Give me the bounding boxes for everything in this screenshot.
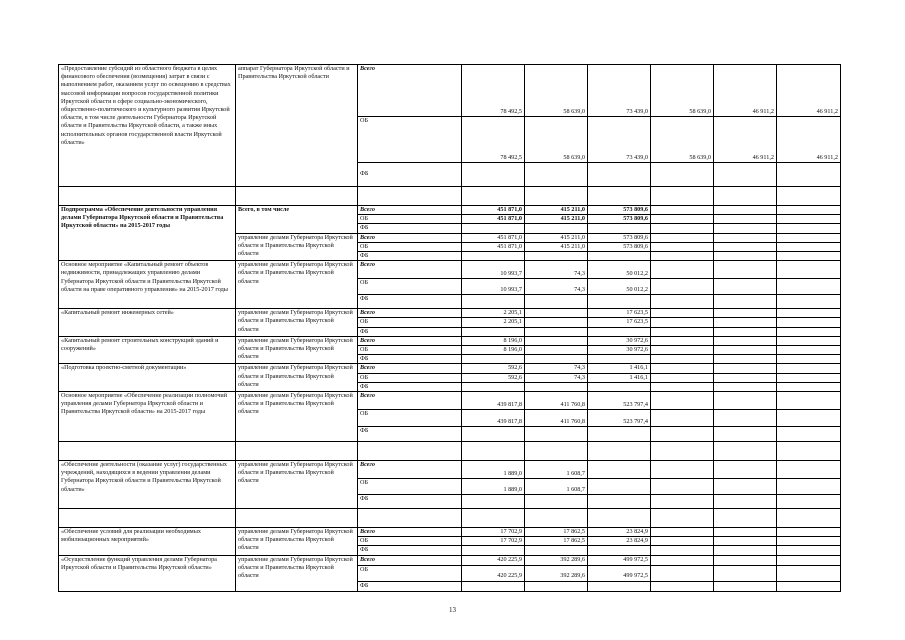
source-cell: ОБ (358, 318, 462, 327)
row-executor: управление делами Губернатора Иркутской области и Правительства Иркутской области (236, 461, 358, 509)
value-cell: 2 205,1 (462, 309, 525, 318)
value-cell (525, 346, 588, 355)
value-cell: 439 817,8 (462, 410, 525, 427)
value-cell: 499 972,5 (588, 555, 651, 565)
source-cell: ОБ (358, 537, 462, 546)
row-executor: управление делами Губернатора Иркутской области и Правительства Иркутской области (236, 309, 358, 337)
row-executor: управление делами Губернатора Иркутской области и Правительства Иркутской области (236, 555, 358, 591)
value-cell: 573 809,6 (588, 215, 651, 224)
source-cell: Всего (358, 364, 462, 373)
value-cell: 23 824,9 (588, 528, 651, 537)
value-cell: 17 623,5 (588, 309, 651, 318)
value-cell: 46 911,2 (714, 117, 777, 163)
source-cell: Всего (358, 309, 462, 318)
value-cell: 439 817,8 (462, 392, 525, 410)
source-cell: ФБ (358, 495, 462, 509)
source-cell: ОБ (358, 565, 462, 581)
row-executor: управление делами Губернатора Иркутской области и Правительства Иркутской области (236, 528, 358, 556)
value-cell: 74,3 (525, 279, 588, 295)
value-cell: 46 911,2 (714, 65, 777, 117)
budget-table (58, 64, 841, 592)
source-cell: ФБ (358, 355, 462, 364)
value-cell: 17 862,5 (525, 537, 588, 546)
value-cell: 74,3 (525, 364, 588, 373)
source-cell: ФБ (358, 581, 462, 591)
value-cell: 78 492,5 (462, 117, 525, 163)
value-cell: 415 211,0 (525, 242, 588, 251)
value-cell: 573 809,6 (588, 206, 651, 215)
source-cell: ФБ (358, 546, 462, 555)
source-cell: Всего (358, 261, 462, 279)
value-cell: 499 972,5 (588, 565, 651, 581)
value-cell: 58 639,0 (525, 65, 588, 117)
value-cell: 30 972,6 (588, 336, 651, 345)
source-cell: Всего (358, 555, 462, 565)
row-executor: управление делами Губернатора Иркутской области и Правительства Иркутской области (236, 233, 358, 261)
value-cell: 2 205,1 (462, 318, 525, 327)
value-cell: 523 797,4 (588, 392, 651, 410)
source-cell: Всего (358, 65, 462, 117)
value-cell: 451 871,0 (462, 206, 525, 215)
source-cell: ОБ (358, 215, 462, 224)
source-cell: Всего (358, 461, 462, 479)
value-cell: 8 196,0 (462, 346, 525, 355)
value-cell: 411 760,8 (525, 392, 588, 410)
value-cell: 451 871,0 (462, 242, 525, 251)
row-executor: управление делами Губернатора Иркутской области и Правительства Иркутской области (236, 392, 358, 442)
value-cell (525, 309, 588, 318)
source-cell: ОБ (358, 346, 462, 355)
value-cell: 1 889,0 (462, 461, 525, 479)
value-cell: 46 911,2 (777, 117, 841, 163)
value-cell: 1 889,0 (462, 479, 525, 495)
source-cell: Всего (358, 336, 462, 345)
value-cell: 17 702,9 (462, 528, 525, 537)
row-name: Основное мероприятие «Обеспечение реализации полномочий управления делами Губернатора Иркутской области и Правительства Иркутской области» на 2015-2017 годы (59, 392, 236, 442)
value-cell: 10 993,7 (462, 279, 525, 295)
row-name: «Подготовка проектно-сметной документации» (59, 364, 236, 392)
value-cell: 17 623,5 (588, 318, 651, 327)
value-cell: 592,6 (462, 364, 525, 373)
value-cell: 1 608,7 (525, 461, 588, 479)
row-name: «Капитальный ремонт инженерных сетей» (59, 309, 236, 337)
value-cell: 573 809,6 (588, 233, 651, 242)
source-cell: ОБ (358, 242, 462, 251)
value-cell (525, 336, 588, 345)
row-name: «Предоставление субсидий из областного бюджета в целях финансового обеспечения (возмещения) затрат в связи с выполнением работ, оказанием услуг по освещению в средствах массовой информации вопросов государственной политики Иркутской области в сфере социально-экономического, общественно-политического и культурного развития Иркутской области, в том числе деятельности Губернатора Иркутской области и Правительства Иркутской области, а также иных исполнительных органов государственной власти Иркутской области» (59, 65, 236, 187)
value-cell: 74,3 (525, 261, 588, 279)
source-cell: ФБ (358, 163, 462, 187)
value-cell: 392 289,6 (525, 565, 588, 581)
value-cell: 73 439,0 (588, 117, 651, 163)
source-cell: ОБ (358, 479, 462, 495)
source-cell: Всего (358, 206, 462, 215)
value-cell: 23 824,9 (588, 537, 651, 546)
value-cell: 46 911,2 (777, 65, 841, 117)
source-cell: ОБ (358, 279, 462, 295)
row-executor: управление делами Губернатора Иркутской области и Правительства Иркутской области (236, 364, 358, 392)
value-cell: 573 809,6 (588, 242, 651, 251)
row-name: «Обеспечение деятельности (оказание услуг) государственных учреждений, находящихся в ведении управления делами Губернатора Иркутской области и Правительства Иркутской области» (59, 461, 236, 509)
row-executor: управление делами Губернатора Иркутской области и Правительства Иркутской области (236, 261, 358, 309)
value-cell: 8 196,0 (462, 336, 525, 345)
value-cell: 592,6 (462, 373, 525, 382)
value-cell: 523 797,4 (588, 410, 651, 427)
value-cell: 17 862,5 (525, 528, 588, 537)
value-cell: 30 972,6 (588, 346, 651, 355)
source-cell: ФБ (358, 224, 462, 233)
source-cell: Всего (358, 392, 462, 410)
value-cell: 58 639,0 (525, 117, 588, 163)
source-cell: ОБ (358, 410, 462, 427)
subprogram-name: Подпрограмма «Обеспечение деятельности управления делами Губернатора Иркутской области и Правительства Иркутской области» на 2015-2017 годы (59, 206, 236, 261)
page-number: 13 (449, 606, 456, 614)
value-cell: 58 639,0 (651, 117, 714, 163)
value-cell: 1 608,7 (525, 479, 588, 495)
value-cell: 415 211,0 (525, 215, 588, 224)
value-cell: 411 760,8 (525, 410, 588, 427)
value-cell: 415 211,0 (525, 233, 588, 242)
source-cell: ФБ (358, 427, 462, 442)
row-executor: управление делами Губернатора Иркутской области и Правительства Иркутской области (236, 336, 358, 364)
value-cell: 392 289,6 (525, 555, 588, 565)
value-cell: 451 871,0 (462, 215, 525, 224)
value-cell: 10 993,7 (462, 261, 525, 279)
source-cell: ФБ (358, 382, 462, 391)
row-name: «Обеспечение условий для реализации необходимых мобилизационных мероприятий» (59, 528, 236, 556)
value-cell: 50 012,2 (588, 261, 651, 279)
value-cell: 58 639,0 (651, 65, 714, 117)
value-cell: 451 871,0 (462, 233, 525, 242)
value-cell: 78 492,5 (462, 65, 525, 117)
value-cell: 50 012,2 (588, 279, 651, 295)
row-name: Основное мероприятие «Капитальный ремонт объектов недвижимости, принадлежащих управлению делами Губернатора Иркутской области и Правительства Иркутской области на праве оперативного управления» на 2015-2017 годы (59, 261, 236, 309)
value-cell: 420 225,9 (462, 555, 525, 565)
row-executor: Всего, в том числе (236, 206, 358, 234)
source-cell: ОБ (358, 117, 462, 163)
source-cell: Всего (358, 528, 462, 537)
value-cell: 415 211,0 (525, 206, 588, 215)
row-name: «Капитальный ремонт строительных конструкций зданий и сооружений» (59, 336, 236, 364)
value-cell: 74,3 (525, 373, 588, 382)
row-name: «Осуществление функций управления делами Губернатора Иркутской области и Правительства Иркутской области» (59, 555, 236, 591)
value-cell: 1 416,1 (588, 373, 651, 382)
row-executor: аппарат Губернатора Иркутской области и Правительства Иркутской области (236, 65, 358, 187)
value-cell: 73 439,0 (588, 65, 651, 117)
source-cell: ФБ (358, 327, 462, 336)
value-cell: 17 702,9 (462, 537, 525, 546)
value-cell (525, 318, 588, 327)
value-cell: 1 416,1 (588, 364, 651, 373)
source-cell: ОБ (358, 373, 462, 382)
value-cell: 420 225,9 (462, 565, 525, 581)
source-cell: ФБ (358, 252, 462, 261)
source-cell: Всего (358, 233, 462, 242)
source-cell: ФБ (358, 295, 462, 309)
